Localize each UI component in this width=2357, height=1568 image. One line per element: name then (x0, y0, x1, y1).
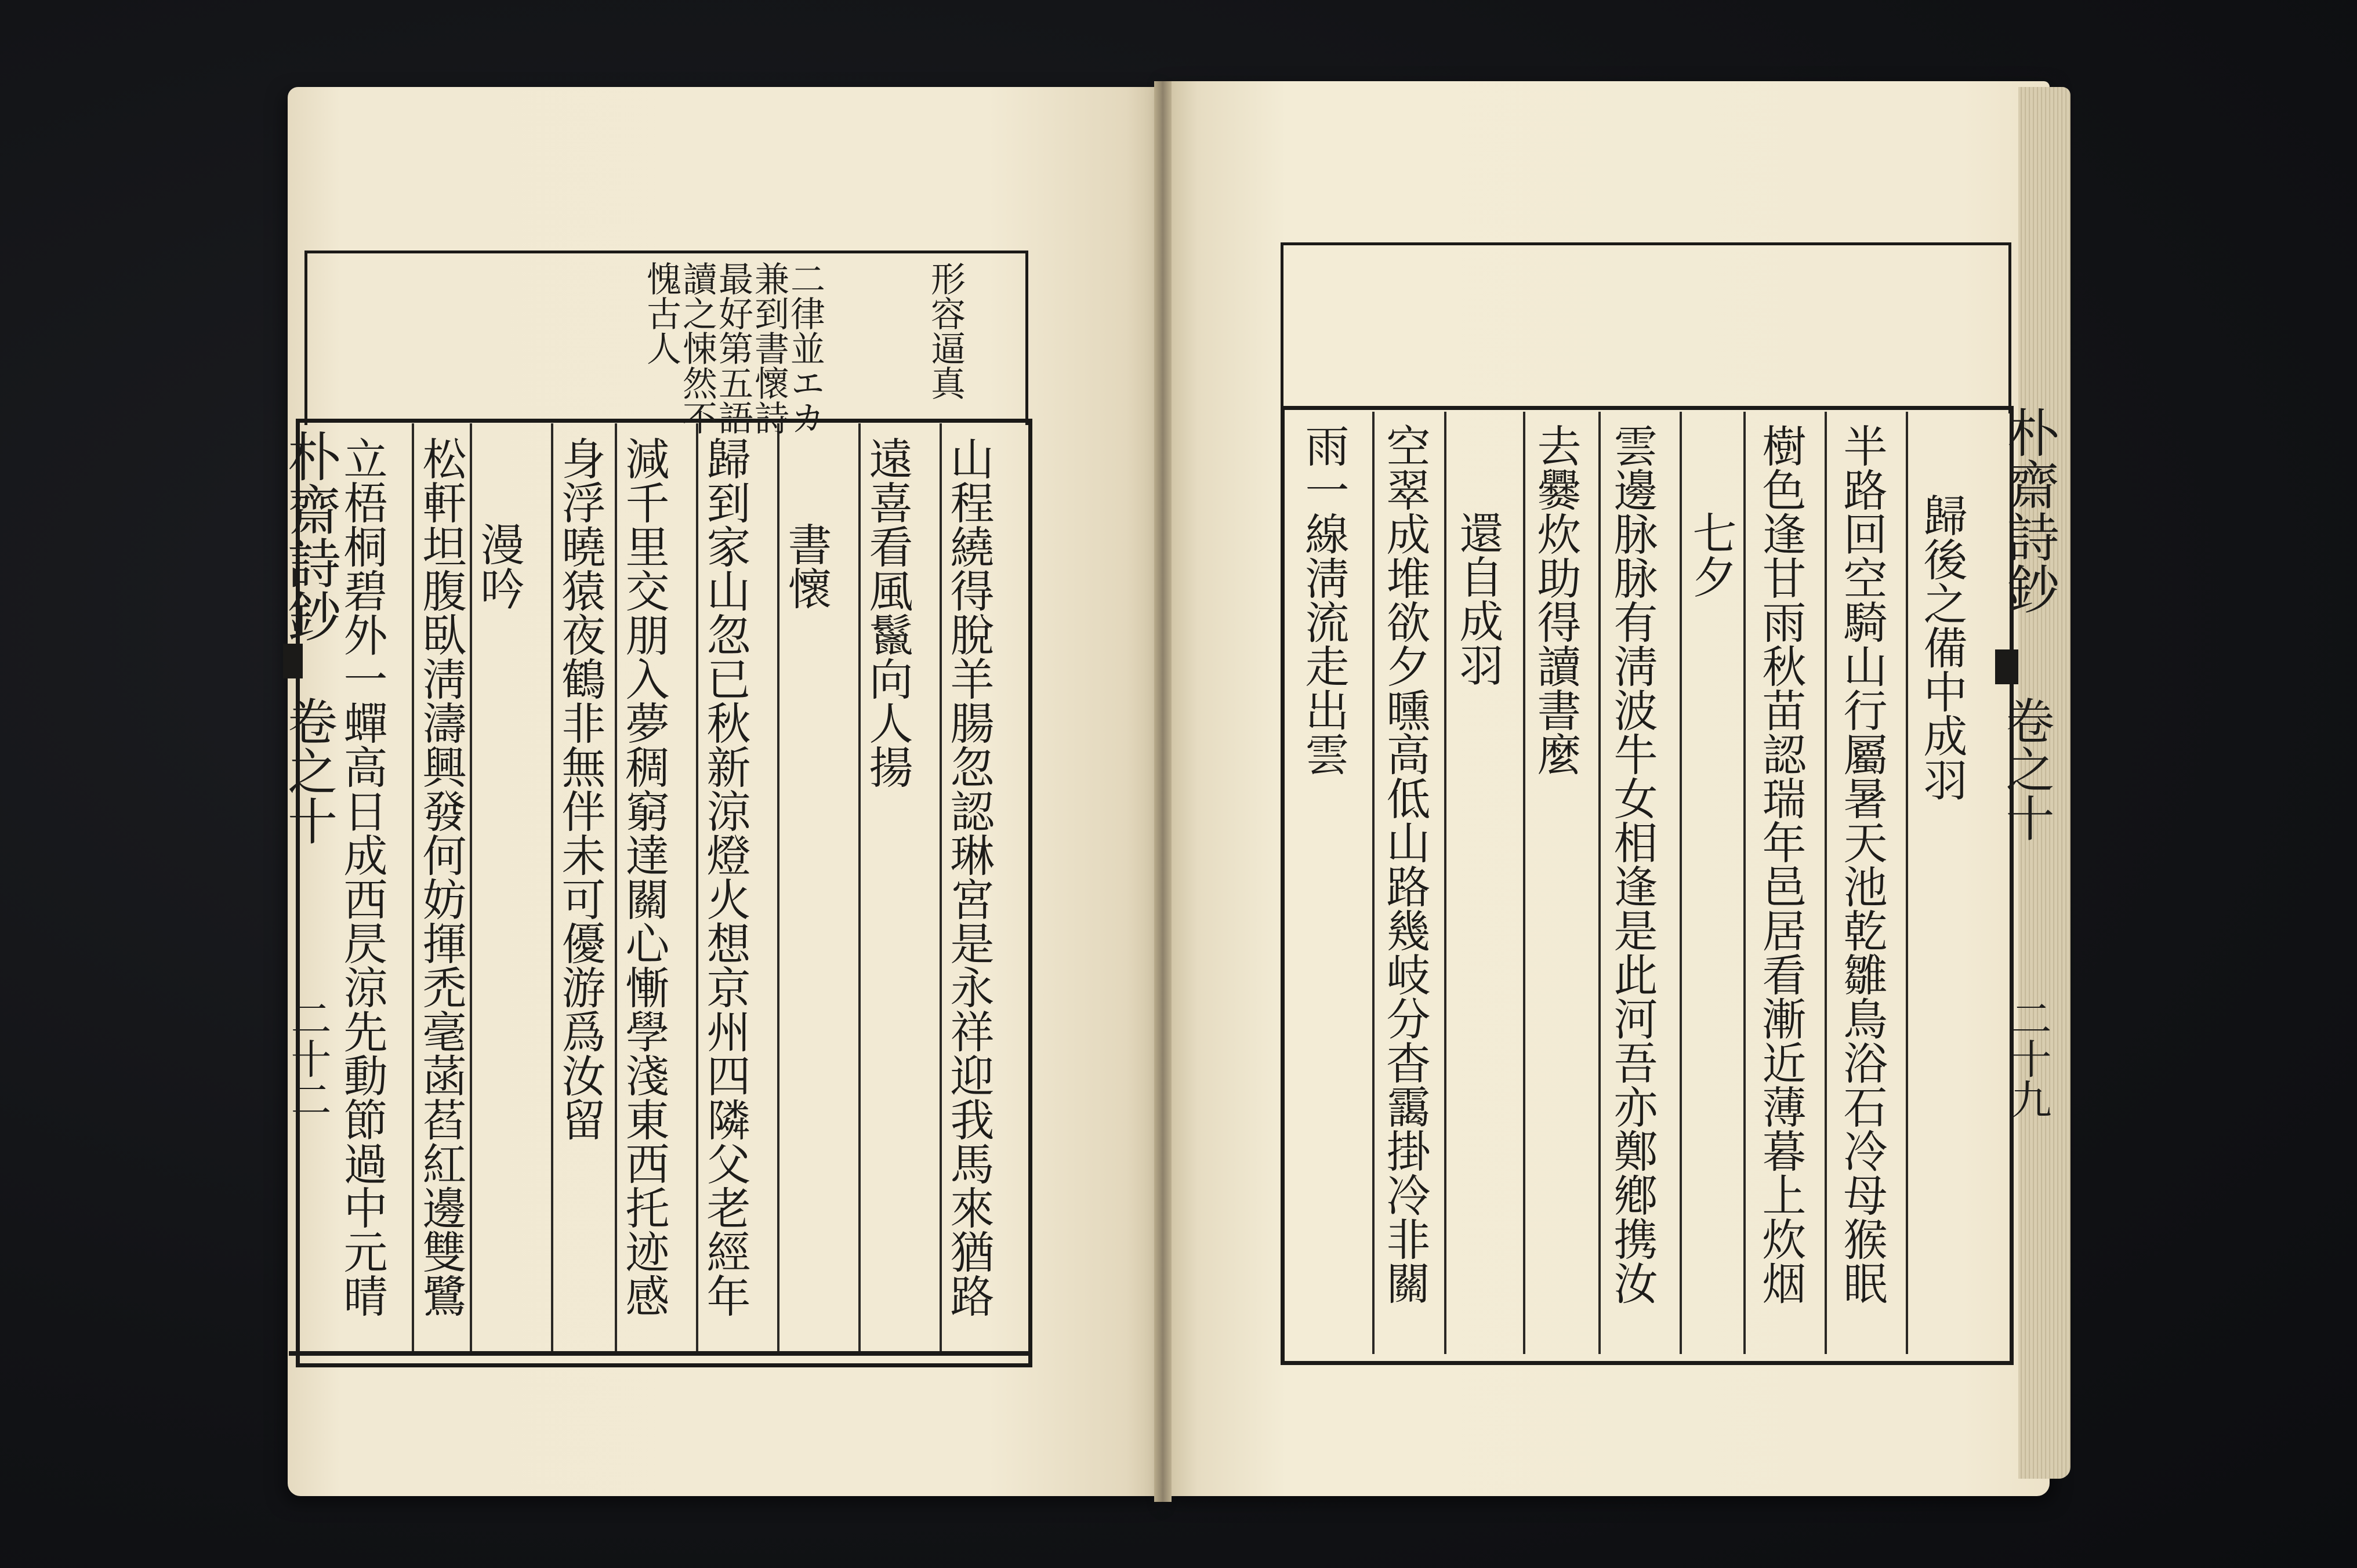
head-comment-line: 二律並エカ (785, 261, 825, 435)
left-col-line (858, 423, 861, 1351)
poem-title: 漫吟 (473, 522, 525, 610)
margin-book-title: 朴齋詩鈔 (1998, 406, 2059, 615)
right-col-line (1372, 412, 1375, 1354)
right-col-line (1680, 412, 1682, 1354)
text-column: 雲邊脉脉有淸波牛女相逢是此河吾亦鄭鄕携汝 (1607, 423, 1658, 1305)
right-col-line (1523, 412, 1525, 1354)
text-column: 身浮曉猿夜鶴非無伴未可優游爲汝留 (554, 436, 606, 1141)
right-col-line (1444, 412, 1446, 1354)
text-column: 松軒坦腹臥淸濤興發何妨揮禿毫菡萏紅邊雙鷺 (415, 436, 467, 1317)
text-column: 去爨炊助得讀書麼 (1530, 423, 1582, 776)
poem-title: 歸後之備中成羽 (1916, 493, 1968, 801)
text-column: 山程繞得脫羊腸忽認琳宮是永祥迎我馬來猶路 (943, 436, 995, 1317)
right-head-box (1281, 242, 2011, 413)
left-col-line (615, 423, 617, 1351)
margin-page-number: 二十二 (284, 997, 332, 1119)
left-col-line (777, 423, 779, 1351)
left-col-line (412, 423, 414, 1351)
poem-title: 還自成羽 (1452, 510, 1504, 687)
margin-book-title: 朴齋詩鈔 (279, 429, 341, 643)
text-column: 半路回空騎山行屬暑天池乾雛鳥浴石冷母猴眠 (1836, 423, 1888, 1305)
text-column: 遠喜看風鬣向人揚 (862, 436, 913, 789)
head-comment-line: 讀之悚然不 (677, 261, 717, 435)
text-column: 空翠成堆欲夕曛高低山路幾岐分杳靄掛冷非關 (1379, 423, 1431, 1305)
text-column: 樹色逢甘雨秋苗認瑞年邑居看漸近薄暮上炊烟 (1755, 423, 1807, 1305)
margin-volume: 卷之十 (1998, 696, 2055, 842)
head-comment-line: 兼到書懷詩 (749, 261, 789, 435)
book-gutter (1154, 81, 1172, 1502)
margin-fish-tail (283, 644, 303, 678)
right-col-line (1825, 412, 1827, 1354)
right-col-line (1598, 412, 1601, 1354)
margin-volume: 卷之十 (279, 696, 337, 845)
text-column: 立梧桐碧外一蟬高日成西昃涼先動節過中元晴 (336, 436, 388, 1317)
right-col-line (1743, 412, 1746, 1354)
margin-page-number: 二十九 (2004, 997, 2052, 1119)
poem-title: 七夕 (1685, 510, 1737, 598)
head-comment-line: 最好第五語 (713, 261, 753, 435)
head-comment-line: 愧古人 (641, 261, 681, 365)
text-column: 歸到家山忽已秋新涼燈火想京州四隣父老經年 (699, 436, 751, 1317)
head-note: 形容逼真 (925, 261, 966, 400)
text-column: 減千里交朋入夢稠窮達關心慚學淺東西托迹感 (618, 436, 670, 1317)
poem-title: 書懷 (781, 522, 832, 610)
right-col-line (1906, 412, 1908, 1354)
margin-fish-tail (1995, 649, 2018, 684)
left-col-line (470, 423, 472, 1351)
left-col-line (940, 423, 942, 1351)
text-column: 雨一線淸流走出雲 (1298, 423, 1350, 776)
left-col-line (551, 423, 553, 1351)
left-col-line (696, 423, 698, 1351)
left-bottom-rule (289, 1351, 1030, 1356)
